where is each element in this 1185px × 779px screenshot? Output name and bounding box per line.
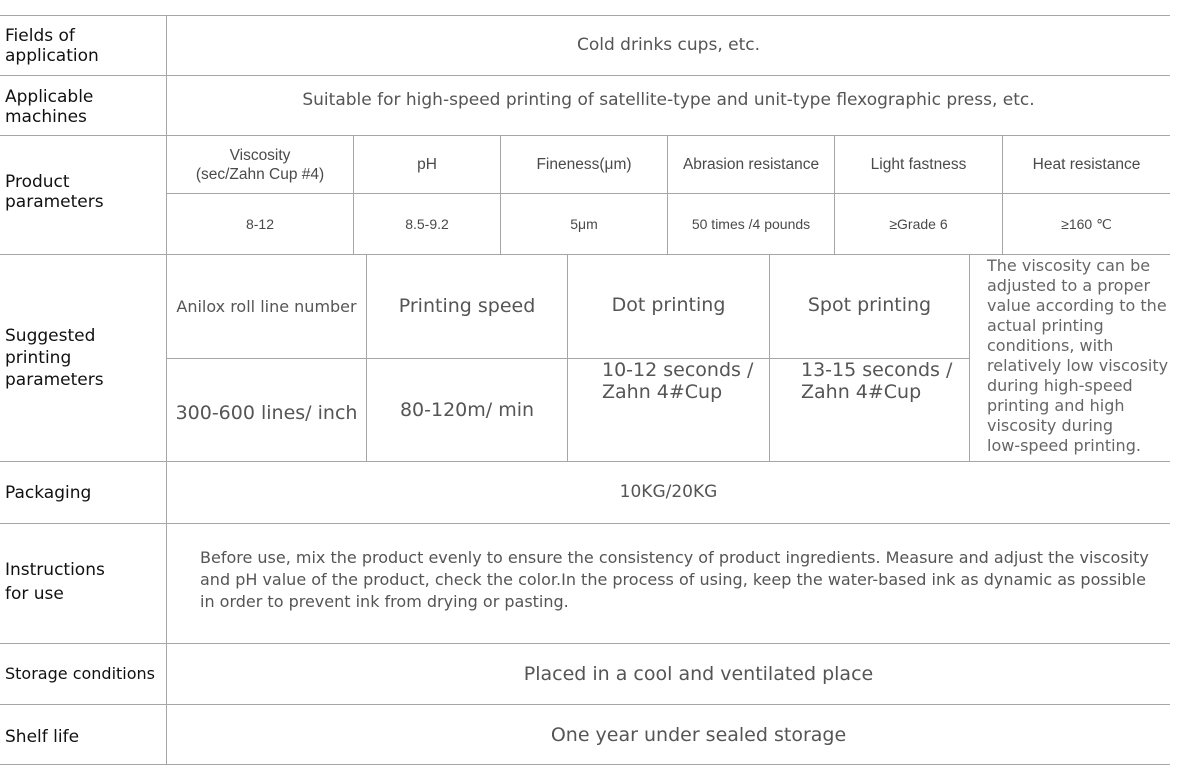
- applicable-machines-value: Suitable for high-speed printing of satellite-type and unit-type flexographic press, etc.: [302, 89, 1035, 110]
- anilox-roll-value: 300-600 lines/ inch: [175, 401, 358, 424]
- spot-printing-header: Spot printing: [807, 293, 932, 316]
- note-line: viscosity during: [987, 416, 1114, 435]
- label-line: printing: [5, 348, 72, 368]
- label-line: Applicable: [5, 87, 94, 107]
- dot-printing-header: Dot printing: [611, 293, 726, 316]
- packaging-label: Packaging: [5, 482, 92, 503]
- dot-printing-value: [602, 359, 768, 461]
- instructions-label: [5, 558, 105, 606]
- label-line: Suggested: [5, 326, 96, 346]
- value-line: Zahn 4#Cup: [602, 381, 723, 403]
- heat-resistance-header: Heat resistance: [1032, 156, 1141, 173]
- shelf-life-value: One year under sealed storage: [550, 723, 847, 746]
- column-divider: [969, 254, 970, 461]
- instructions-value: [200, 547, 1170, 613]
- fineness-header: Fineness(μm): [536, 156, 632, 173]
- note-line: printing and high: [987, 396, 1125, 415]
- note-line: conditions, with: [987, 336, 1114, 355]
- spot-printing-value: [801, 359, 967, 461]
- header-line: (sec/Zahn Cup #4): [195, 165, 325, 183]
- applicable-machines-label: [5, 85, 93, 129]
- label-line: parameters: [5, 192, 104, 212]
- note-line: relatively low viscosity: [987, 356, 1169, 375]
- note-line: actual printing: [987, 316, 1104, 335]
- fineness-value: 5μm: [570, 215, 598, 232]
- heat-resistance-value: ≥160 ℃: [1061, 215, 1112, 232]
- value-line: 13-15 seconds /: [801, 359, 953, 381]
- storage-conditions-value: Placed in a cool and ventilated place: [523, 662, 874, 685]
- note-line: low-speed printing.: [987, 436, 1141, 455]
- printing-speed-header: Printing speed: [398, 295, 536, 317]
- label-line: Product: [5, 172, 70, 192]
- abrasion-resistance-value: 50 times /4 pounds: [691, 215, 811, 232]
- label-line: Fields of: [5, 26, 75, 46]
- anilox-roll-header: Anilox roll line number: [176, 297, 357, 316]
- fields-of-application-value: Cold drinks cups, etc.: [576, 35, 761, 55]
- printing-speed-value: 80-120m/ min: [399, 398, 535, 421]
- light-fastness-header: Light fastness: [870, 156, 967, 173]
- value-line: 10-12 seconds /: [602, 359, 754, 381]
- label-line: application: [5, 46, 99, 66]
- fields-of-application-label: [5, 24, 99, 68]
- storage-conditions-label: Storage conditions: [5, 664, 155, 683]
- row-divider: [0, 523, 1170, 524]
- abrasion-resistance-header: Abrasion resistance: [682, 156, 820, 173]
- note-line: value according to the: [987, 296, 1167, 315]
- viscosity-value: 8-12: [245, 215, 275, 232]
- suggested-printing-parameters-label: [5, 325, 104, 391]
- label-line: for use: [5, 584, 64, 604]
- value-line: and pH value of the product, check the color.In the process of using, keep the water-based ink as dynamic as possible: [200, 570, 1146, 589]
- viscosity-header: [167, 136, 353, 193]
- value-line: Zahn 4#Cup: [801, 381, 922, 403]
- note-line: The viscosity can be: [987, 256, 1151, 275]
- light-fastness-value: ≥Grade 6: [889, 215, 948, 232]
- packaging-value: 10KG/20KG: [619, 482, 718, 502]
- ph-value: 8.5-9.2: [405, 215, 449, 232]
- viscosity-note: [987, 256, 1170, 460]
- header-line: Viscosity: [229, 146, 291, 164]
- ph-header: pH: [417, 156, 437, 173]
- shelf-life-label: Shelf life: [5, 727, 80, 747]
- label-line: Instructions: [5, 560, 105, 580]
- product-parameters-label: [5, 170, 104, 214]
- note-line: adjusted to a proper: [987, 276, 1151, 295]
- label-line: machines: [5, 107, 87, 127]
- value-line: in order to prevent ink from drying or pasting.: [200, 592, 569, 611]
- label-line: parameters: [5, 370, 104, 390]
- note-line: during high-speed: [987, 376, 1133, 395]
- value-line: Before use, mix the product evenly to ensure the consistency of product ingredients. Measure and adjust the viscosity: [200, 548, 1149, 567]
